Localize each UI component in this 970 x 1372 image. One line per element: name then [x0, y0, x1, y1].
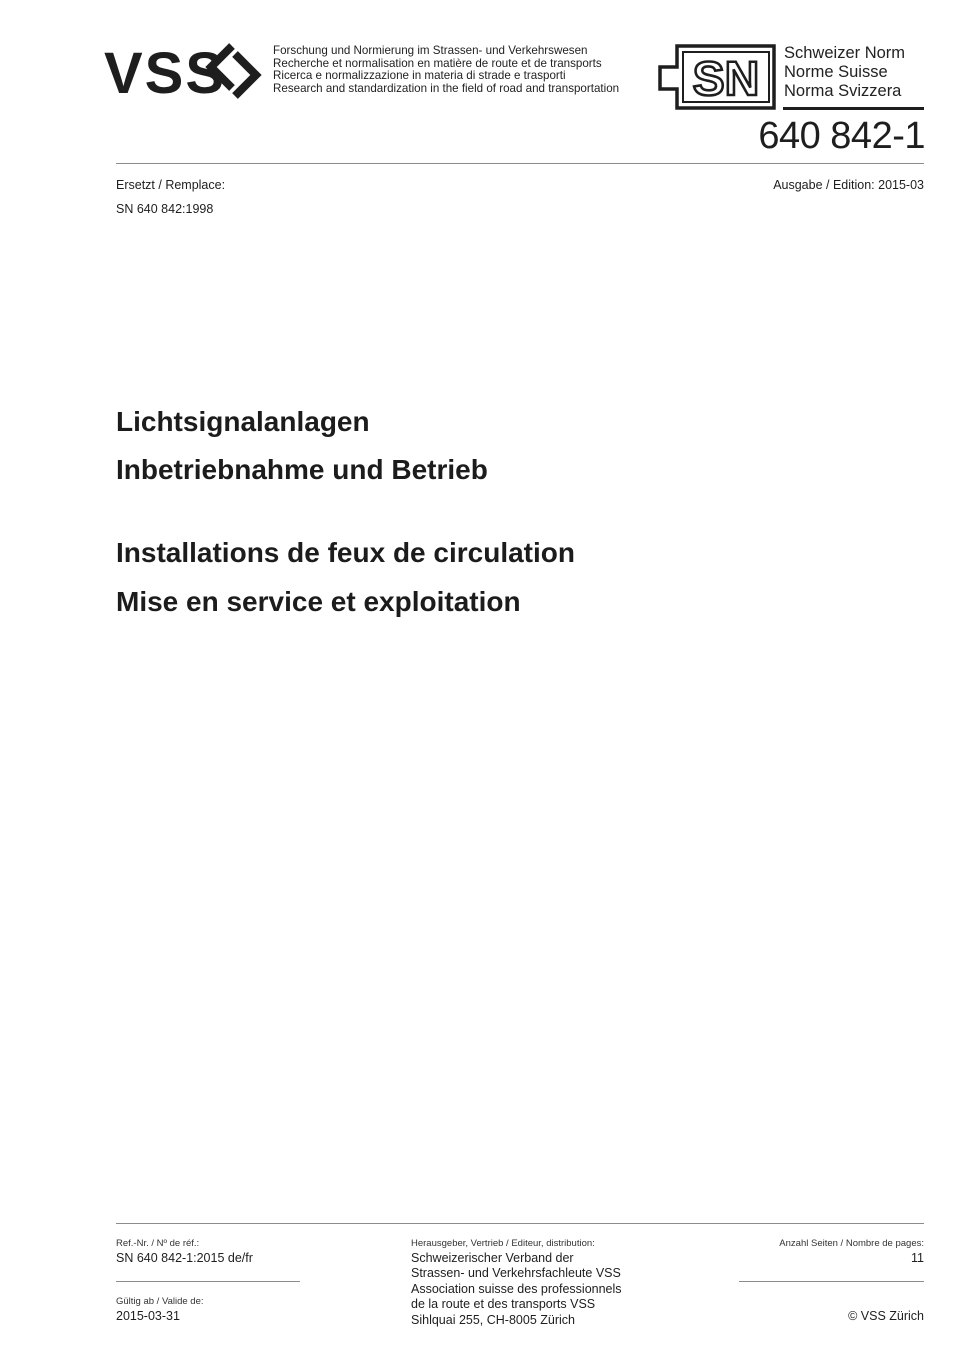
valid-value: 2015-03-31	[116, 1309, 180, 1323]
sn-logo-icon	[657, 44, 778, 112]
publisher-label: Herausgeber, Vertrieb / Editeur, distribution:	[411, 1238, 595, 1249]
vss-logo-icon	[104, 40, 266, 102]
title-fr-line1: Installations de feux de circulation	[116, 537, 575, 568]
sn-name-de: Schweizer Norm	[784, 44, 906, 62]
publisher-line: de la route et des transports VSS	[411, 1297, 596, 1312]
header-divider	[116, 163, 924, 164]
footer-right-divider	[739, 1281, 924, 1282]
title-de-line1: Lichtsignalanlagen	[116, 406, 370, 437]
title-fr-line2: Mise en service et exploitation	[116, 586, 521, 617]
copyright: © VSS Zürich	[848, 1309, 924, 1323]
sn-name-fr: Norme Suisse	[784, 62, 888, 81]
publisher-line: Sihlquai 255, CH-8005 Zürich	[411, 1312, 575, 1327]
replaces-value: SN 640 842:1998	[116, 202, 214, 216]
tagline-fr: Recherche et normalisation en matière de route et de transports	[273, 56, 602, 70]
publisher-line: Association suisse des professionnels	[411, 1281, 622, 1296]
ref-label: Ref.-Nr. / Nº de réf.:	[116, 1238, 200, 1249]
vss-logo-text: VSS	[104, 41, 227, 102]
norm-number: 640 842-1	[758, 115, 925, 157]
tagline-en: Research and standardization in the field of road and transportation	[273, 81, 620, 95]
sn-logo-text: SN	[692, 53, 760, 106]
publisher-address	[411, 1251, 622, 1328]
publisher-line: Schweizerischer Verband der	[411, 1251, 574, 1265]
tagline-de: Forschung und Normierung im Strassen- und Verkehrswesen	[273, 44, 588, 57]
pages-label: Anzahl Seiten / Nombre de pages:	[779, 1238, 924, 1249]
footer-left-divider	[116, 1281, 300, 1282]
publisher-line: Strassen- und Verkehrsfachleute VSS	[411, 1266, 621, 1281]
title-de-line2: Inbetriebnahme und Betrieb	[116, 454, 488, 485]
sn-names	[784, 44, 905, 100]
edition: Ausgabe / Edition: 2015-03	[773, 178, 924, 192]
tagline-it: Ricerca e normalizzazione in materia di strade e trasporti	[273, 69, 566, 83]
valid-label: Gültig ab / Valide de:	[116, 1296, 204, 1307]
sn-underline	[783, 107, 924, 110]
vss-tagline	[273, 45, 619, 95]
sn-name-it: Norma Svizzera	[784, 81, 902, 100]
replaces-label: Ersetzt / Remplace:	[116, 178, 226, 192]
ref-value: SN 640 842-1:2015 de/fr	[116, 1251, 253, 1265]
footer-divider	[116, 1223, 924, 1224]
pages-value: 11	[911, 1251, 924, 1265]
